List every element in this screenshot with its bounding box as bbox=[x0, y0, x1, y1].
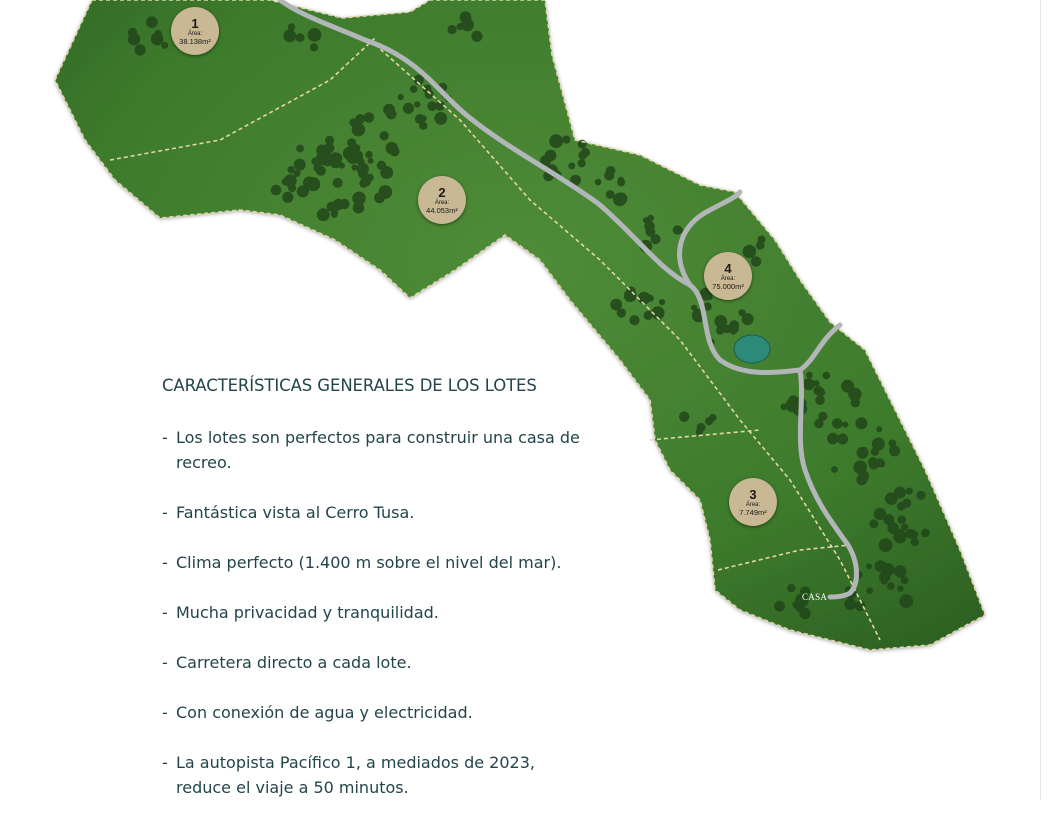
tree bbox=[842, 422, 848, 428]
tree bbox=[368, 158, 374, 164]
tree bbox=[613, 193, 626, 206]
feature-item: - Con conexión de agua y electricidad. bbox=[162, 700, 592, 725]
pond bbox=[734, 335, 770, 363]
tree bbox=[659, 299, 665, 305]
tree bbox=[568, 162, 575, 169]
tree bbox=[911, 538, 919, 546]
tree bbox=[644, 221, 655, 232]
tree bbox=[872, 438, 885, 451]
tree bbox=[595, 179, 602, 186]
lot-number: 3 bbox=[749, 486, 757, 502]
tree bbox=[333, 199, 344, 210]
tree bbox=[679, 412, 689, 422]
tree bbox=[875, 560, 887, 572]
tree bbox=[386, 142, 399, 155]
lot-area: 44.053m² bbox=[426, 205, 458, 215]
tree bbox=[855, 601, 866, 612]
tree bbox=[774, 601, 785, 612]
tree bbox=[787, 584, 795, 592]
lot-number: 4 bbox=[724, 260, 732, 276]
tree bbox=[377, 195, 385, 203]
tree bbox=[897, 586, 903, 592]
feature-item: - La autopista Pacífico 1, a mediados de 2023, reduce el viaje a 50 minutos. bbox=[162, 750, 592, 800]
tree bbox=[403, 103, 414, 114]
lot-area-label: Área: bbox=[745, 501, 761, 508]
lot-area: 75.000m² bbox=[712, 281, 744, 291]
features-list bbox=[162, 425, 592, 800]
tree bbox=[813, 380, 819, 386]
tree bbox=[901, 576, 909, 584]
tree bbox=[844, 598, 856, 610]
tree bbox=[905, 529, 915, 539]
tree bbox=[837, 434, 848, 445]
tree bbox=[606, 166, 616, 176]
house-label: CASA bbox=[802, 592, 828, 602]
tree bbox=[271, 185, 282, 196]
lot-4-badge[interactable] bbox=[704, 252, 752, 300]
tree bbox=[434, 112, 447, 125]
tree bbox=[578, 151, 587, 160]
tree bbox=[906, 488, 913, 495]
tree bbox=[629, 315, 639, 325]
tree bbox=[647, 215, 654, 222]
lot-area-label: Área: bbox=[187, 30, 203, 37]
tree bbox=[650, 234, 660, 244]
tree bbox=[578, 159, 586, 167]
tree bbox=[353, 202, 365, 214]
tree bbox=[676, 227, 683, 234]
tree bbox=[316, 152, 329, 165]
tree bbox=[883, 514, 894, 525]
tree bbox=[696, 428, 703, 435]
tree bbox=[647, 295, 654, 302]
tree bbox=[866, 587, 873, 594]
tree bbox=[841, 380, 854, 393]
lot-2-badge[interactable] bbox=[418, 176, 466, 224]
tree bbox=[331, 211, 338, 218]
lot-area-label: Área: bbox=[434, 199, 450, 206]
tree bbox=[365, 151, 372, 158]
feature-item: - Fantástica vista al Cerro Tusa. bbox=[162, 500, 592, 525]
tree bbox=[781, 404, 788, 411]
feature-item: - Clima perfecto (1.400 m sobre el nivel del mar). bbox=[162, 550, 592, 575]
tree bbox=[333, 178, 343, 188]
tree bbox=[806, 372, 813, 379]
tree bbox=[869, 519, 878, 528]
tree bbox=[709, 414, 716, 421]
tree bbox=[894, 487, 906, 499]
lot-area: 38.138m² bbox=[179, 36, 211, 46]
lot-number: 2 bbox=[438, 184, 446, 200]
tree bbox=[330, 157, 342, 169]
tree bbox=[921, 529, 930, 538]
tree bbox=[866, 563, 872, 569]
tree bbox=[355, 114, 365, 124]
tree bbox=[562, 136, 570, 144]
tree bbox=[751, 256, 761, 266]
feature-item: - Mucha privacidad y tranquilidad. bbox=[162, 600, 592, 625]
tree bbox=[831, 466, 838, 473]
tree bbox=[746, 247, 752, 253]
lot-3-badge[interactable] bbox=[729, 478, 777, 526]
tree bbox=[343, 147, 357, 161]
tree bbox=[161, 42, 168, 49]
tree bbox=[347, 138, 356, 147]
tree bbox=[885, 496, 891, 502]
tree bbox=[901, 524, 908, 531]
tree bbox=[897, 502, 906, 511]
tree bbox=[357, 163, 369, 175]
tree bbox=[889, 440, 897, 448]
tree bbox=[823, 372, 831, 380]
tree bbox=[730, 328, 737, 335]
tree bbox=[425, 90, 434, 99]
tree bbox=[610, 299, 622, 311]
tree bbox=[382, 167, 393, 178]
tree bbox=[386, 109, 397, 120]
tree bbox=[889, 445, 900, 456]
tree bbox=[317, 208, 330, 221]
tree bbox=[288, 184, 296, 192]
tree bbox=[916, 491, 925, 500]
tree bbox=[876, 426, 882, 432]
tree bbox=[421, 115, 427, 121]
tree bbox=[410, 85, 418, 93]
tree bbox=[310, 43, 318, 51]
tree bbox=[155, 32, 162, 39]
tree bbox=[414, 101, 420, 107]
tree bbox=[869, 460, 879, 470]
tree bbox=[827, 433, 839, 445]
tree bbox=[861, 447, 867, 453]
tree bbox=[549, 134, 563, 148]
tree bbox=[146, 16, 158, 28]
lot-1-badge[interactable] bbox=[171, 7, 219, 55]
tree bbox=[461, 19, 474, 32]
tree bbox=[606, 190, 615, 199]
tree bbox=[617, 178, 625, 186]
tree bbox=[361, 176, 372, 187]
feature-item: - Los lotes son perfectos para construir una casa de recreo. bbox=[162, 425, 592, 475]
tree bbox=[905, 599, 912, 606]
tree bbox=[471, 31, 482, 42]
feature-item: - Carretera directo a cada lote. bbox=[162, 650, 592, 675]
lot-number: 1 bbox=[191, 15, 199, 31]
tree bbox=[815, 395, 825, 405]
tree bbox=[296, 145, 304, 153]
tree bbox=[879, 538, 893, 552]
tree bbox=[738, 309, 745, 316]
lot-area: 7.749m² bbox=[739, 507, 767, 517]
features-section bbox=[162, 376, 592, 825]
lot-area-label: Área: bbox=[720, 275, 736, 282]
tree bbox=[887, 582, 895, 590]
tree bbox=[380, 131, 389, 140]
tree bbox=[364, 112, 374, 122]
features-title: CARACTERÍSTICAS GENERALES DE LOS LOTES bbox=[162, 376, 537, 395]
tree bbox=[758, 236, 766, 244]
tree bbox=[325, 136, 334, 145]
tree bbox=[832, 418, 843, 429]
tree bbox=[293, 170, 300, 177]
tree bbox=[135, 44, 146, 55]
tree bbox=[881, 578, 888, 585]
tree bbox=[294, 159, 306, 171]
tree bbox=[894, 565, 906, 577]
tree bbox=[283, 29, 296, 42]
tree bbox=[313, 164, 321, 172]
tree bbox=[706, 294, 712, 300]
tree bbox=[855, 417, 867, 429]
tree bbox=[308, 28, 322, 42]
tree bbox=[427, 101, 437, 111]
tree bbox=[282, 192, 293, 203]
tree bbox=[858, 471, 869, 482]
tree bbox=[447, 25, 456, 34]
tree bbox=[398, 94, 404, 100]
tree bbox=[303, 177, 315, 189]
tree bbox=[818, 412, 827, 421]
tree bbox=[128, 33, 140, 45]
tree bbox=[545, 150, 557, 162]
page-edge-divider bbox=[1040, 0, 1041, 800]
tree bbox=[803, 378, 815, 390]
tree bbox=[897, 515, 906, 524]
tree bbox=[296, 33, 305, 42]
